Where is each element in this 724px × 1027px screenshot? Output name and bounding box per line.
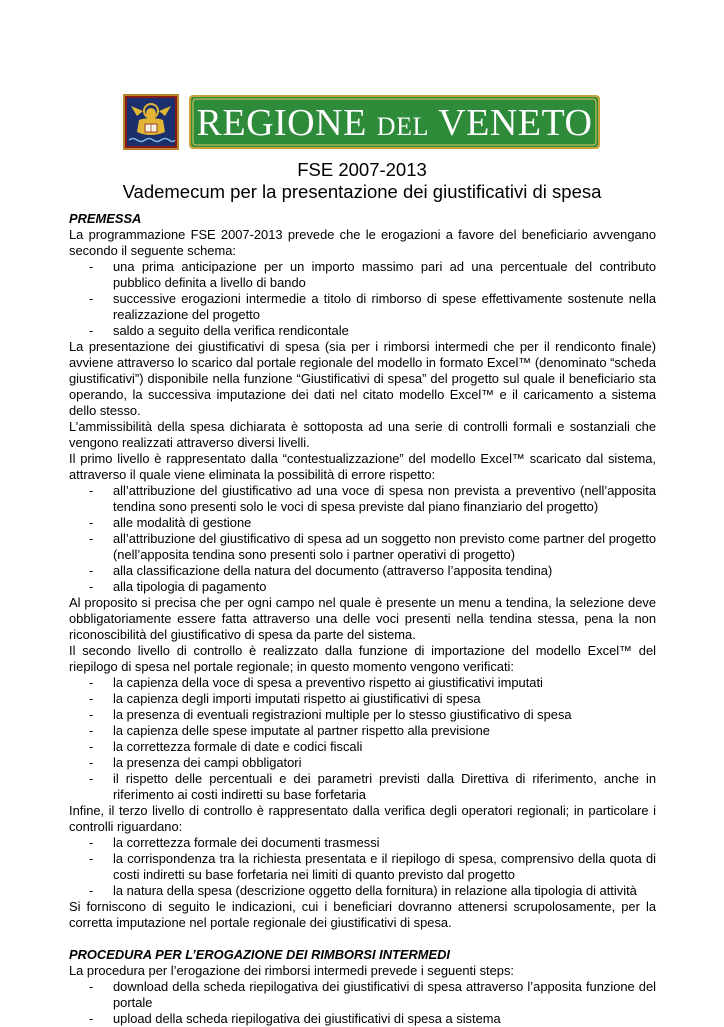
dash-list [69, 259, 656, 339]
list-item-text: download della scheda riepilogativa dei giustificativi di spesa attraverso l’apposita funzione del portale [113, 979, 656, 1010]
paragraph: Al proposito si precisa che per ogni campo nel quale è presente un menu a tendina, la selezione deve obbligatoriamente essere fatta attraverso una delle voci presenti nella tendina stessa, pena la non riconoscibilità del giustificativo di spesa da parte del sistema. [69, 595, 656, 642]
paragraph: La procedura per l’erogazione dei rimborsi intermedi prevede i seguenti steps: [69, 963, 514, 978]
dash-bullet: - [89, 1011, 94, 1026]
list-item-text: alla classificazione della natura del documento (attraverso l’apposita tendina) [113, 563, 553, 578]
dash-bullet: - [89, 323, 94, 338]
section-spacer [69, 931, 656, 947]
dash-bullet: - [89, 483, 94, 498]
list-item-text: successive erogazioni intermedie a titolo di rimborso di spese effettivamente sostenute nella realizzazione del progetto [113, 291, 656, 322]
section-heading-premessa: PREMESSA [69, 211, 142, 226]
dash-list [69, 835, 656, 899]
list-item [69, 579, 656, 595]
paragraph: Il primo livello è rappresentato dalla “contestualizzazione” del modello Excel™ scaricato dal sistema, attraverso il quale viene eliminata la possibilità di errore rispetto: [69, 451, 656, 482]
list-item [69, 563, 656, 579]
dash-bullet: - [89, 723, 94, 738]
paragraph: Il secondo livello di controllo è realizzato dalla funzione di importazione del modello Excel™ del riepilogo di spesa nel portale regionale; in questo momento vengono verificati: [69, 643, 656, 674]
list-item-text: la presenza dei campi obbligatori [113, 755, 302, 770]
paragraph: Infine, il terzo livello di controllo è rappresentato dalla verifica degli operatori regionali; in particolare i controlli riguardano: [69, 803, 656, 834]
list-item-text: la capienza delle spese imputate al partner rispetto alla previsione [113, 723, 490, 738]
list-item-text: la presenza di eventuali registrazioni multiple per lo stesso giustificativo di spesa [113, 707, 572, 722]
list-item [69, 851, 656, 883]
region-name-banner [189, 95, 600, 149]
paragraph: L’ammissibilità della spesa dichiarata è sottoposta ad una serie di controlli formali e sostanziali che vengono realizzati attraverso diversi livelli. [69, 419, 656, 450]
list-item-text: il rispetto delle percentuali e dei parametri previsti dalla Direttiva di riferimento, anche in riferimento ai costi indiretti su base forfetaria [113, 771, 656, 802]
banner-word-regione: REGIONE [196, 102, 367, 144]
dash-bullet: - [89, 771, 94, 786]
banner-word-veneto: VENETO [438, 102, 593, 144]
list-item [69, 979, 656, 1011]
list-item-text: la capienza degli importi imputati rispetto ai giustificativi di spesa [113, 691, 481, 706]
list-item [69, 835, 656, 851]
list-item [69, 755, 656, 771]
banner-word-del: DEL [376, 112, 429, 141]
list-item-text: una prima anticipazione per un importo massimo pari ad una percentuale del contributo pubblico definita a livello di bando [113, 259, 656, 290]
list-item [69, 883, 656, 899]
list-item [69, 323, 656, 339]
list-item-text: all’attribuzione del giustificativo ad una voce di spesa non prevista a preventivo (nell’apposita tendina sono presenti solo le voci di spesa previste dal piano finanziario del progetto) [113, 483, 656, 514]
list-item-text: la correttezza formale di date e codici fiscali [113, 739, 363, 754]
list-item [69, 723, 656, 739]
banner-title [189, 104, 600, 146]
list-item [69, 771, 656, 803]
list-item [69, 531, 656, 563]
list-item-text: upload della scheda riepilogativa dei giustificativi di spesa a sistema [113, 1011, 501, 1026]
dash-list [69, 979, 656, 1027]
list-item [69, 691, 656, 707]
list-item [69, 675, 656, 691]
dash-list [69, 483, 656, 595]
dash-bullet: - [89, 835, 94, 850]
list-item-text: la capienza della voce di spesa a preventivo rispetto ai giustificativi imputati [113, 675, 543, 690]
list-item-text: all’attribuzione del giustificativo di spesa ad un soggetto non previsto come partner del progetto (nell’apposita tendina sono presenti solo i partner operativi di progetto) [113, 531, 656, 562]
list-item-text: saldo a seguito della verifica rendicontale [113, 323, 349, 338]
dash-bullet: - [89, 979, 94, 994]
list-item-text: alla tipologia di pagamento [113, 579, 267, 594]
paragraph: La programmazione FSE 2007-2013 prevede che le erogazioni a favore del beneficiario avvengano secondo il seguente schema: [69, 227, 656, 258]
dash-bullet: - [89, 883, 94, 898]
dash-bullet: - [89, 739, 94, 754]
lion-of-saint-mark-seal-icon [123, 94, 179, 150]
list-item [69, 1011, 656, 1027]
list-item-text: alle modalità di gestione [113, 515, 252, 530]
list-item [69, 291, 656, 323]
section-heading-procedura: PROCEDURA PER L’EROGAZIONE DEI RIMBORSI INTERMEDI [69, 947, 451, 962]
document-body [69, 211, 656, 1027]
document-title-line-1: FSE 2007-2013 [297, 159, 427, 180]
dash-bullet: - [89, 563, 94, 578]
list-item [69, 739, 656, 755]
dash-bullet: - [89, 707, 94, 722]
dash-bullet: - [89, 675, 94, 690]
dash-bullet: - [89, 851, 94, 866]
list-item-text: la corrispondenza tra la richiesta presentata e il riepilogo di spesa, comprensivo della quota di costi indiretti su base forfetaria nei limiti di quanto previsto dal progetto [113, 851, 656, 882]
dash-bullet: - [89, 755, 94, 770]
regione-veneto-logo [123, 94, 600, 150]
paragraph: Si forniscono di seguito le indicazioni, cui i beneficiari dovranno attenersi scrupolosamente, per la corretta imputazione nel portale regionale dei giustificativi di spesa. [69, 899, 656, 930]
list-item [69, 707, 656, 723]
dash-bullet: - [89, 515, 94, 530]
list-item [69, 483, 656, 515]
list-item-text: la correttezza formale dei documenti trasmessi [113, 835, 380, 850]
dash-bullet: - [89, 691, 94, 706]
list-item [69, 259, 656, 291]
dash-bullet: - [89, 259, 94, 274]
list-item [69, 515, 656, 531]
list-item-text: la natura della spesa (descrizione oggetto della fornitura) in relazione alla tipologia di attività [113, 883, 637, 898]
dash-list [69, 675, 656, 803]
dash-bullet: - [89, 291, 94, 306]
dash-bullet: - [89, 531, 94, 546]
document-title-line-2: Vademecum per la presentazione dei giustificativi di spesa [122, 181, 602, 202]
paragraph: La presentazione dei giustificativi di spesa (sia per i rimborsi intermedi che per il rendiconto finale) avviene attraverso lo scarico dal portale regionale del modello in formato Excel™ (denominato “scheda giustificativi”) disponibile nella funzione “Giustificativi di spesa” del progetto sul quale il beneficiario sta operando, la successiva imputazione dei dati nel citato modello Excel™ e il caricamento a sistema dello stesso. [69, 339, 656, 418]
dash-bullet: - [89, 579, 94, 594]
